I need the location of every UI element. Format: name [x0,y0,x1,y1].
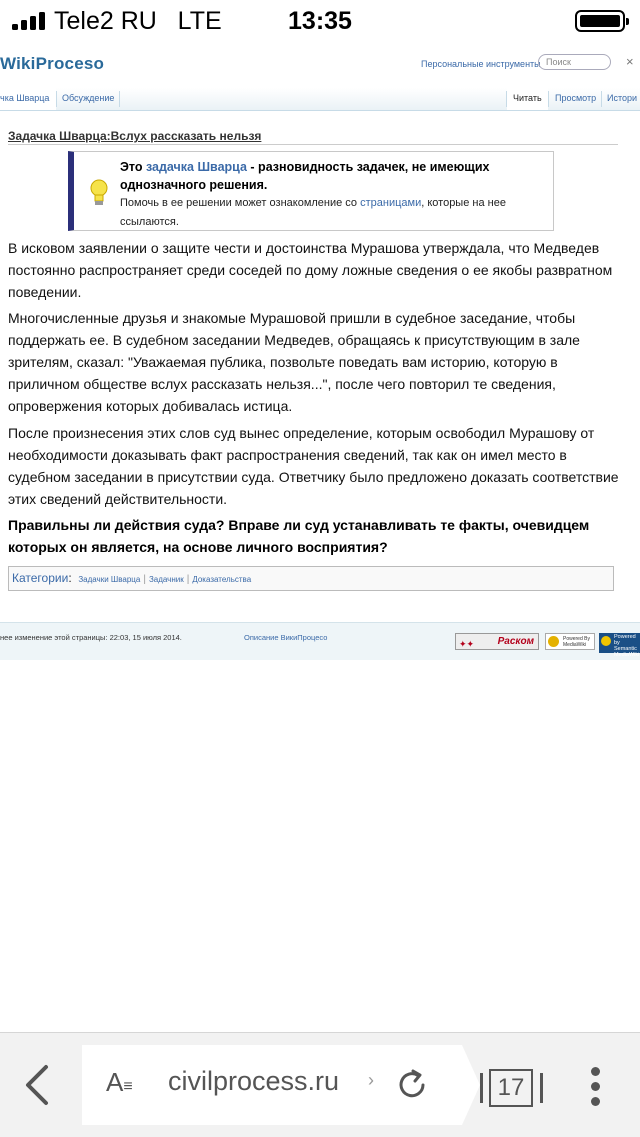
raskom-badge[interactable]: ✦✦ Раском [455,633,539,650]
category-link[interactable]: Задачник [148,575,184,584]
question-text: Правильны ли действия суда? Вправе ли суд устанавливать те факты, очевидцем которых он является, на основе личного восприятия? [8,517,590,555]
paragraph-2: Многочисленные друзья и знакомые Мурашовой пришли в судебное заседание, чтобы поддержать ее. В судебном заседании Медведев, обращаясь к присутствующим в зале зрителям, сказал: "Уважаемая публика, позвольте поведать вам историю, которую в приличном обществе вслух рассказать нельзя...", после чего повторил те сведения, опровержения которых добивалась истица. [8,310,580,414]
tab-view-source[interactable]: Просмотр [555,93,597,103]
tab-page[interactable]: чка Шварца [0,93,50,103]
reload-icon[interactable] [394,1067,430,1103]
notice-text: Помочь в ее решении может ознакомление со страницами, которые на нее ссылаются. [120,197,506,228]
site-logo[interactable]: WikiProceso [0,54,105,73]
notice-box [68,151,554,231]
reader-mode-icon[interactable]: A≡ [106,1067,133,1097]
page-footer [0,622,640,660]
network-type: LTE [177,7,222,35]
raskom-logo-icon: ✦✦ [459,639,475,649]
page-title-text: Задачка Шварца:Вслух рассказать нельзя [8,129,262,143]
paragraph-3: После произнесения этих слов суд вынес определение, которым освободил Мурашову от необходимости доказывать факт распространения сведений, так как он имел место в судебном заседании в присутствии суда. Ответчику было предложено доказать соответствие этих сведений действительности. [8,425,619,507]
search-clear-icon[interactable]: × [626,54,634,69]
tab-read[interactable]: Читать [513,93,542,103]
mediawiki-badge[interactable]: Powered By MediaWiki [545,633,595,650]
browser-toolbar [0,1032,640,1137]
mediawiki-flower-icon [548,636,559,647]
category-link[interactable]: Доказательства [192,575,252,584]
about-link[interactable]: Описание ВикиПроцесо [244,633,328,642]
tab-history[interactable]: Истори [607,93,638,103]
url-text[interactable]: civilprocess.ru [168,1066,340,1096]
wiki-header [0,42,640,88]
address-bar[interactable] [82,1045,462,1125]
last-modified: нее изменение этой страницы: 22:03, 15 июля 2014. [0,633,182,642]
page-title [8,129,618,145]
carrier-name: Tele2 RU [54,7,157,35]
personal-tools-link[interactable]: Персональные инструменты [421,59,541,69]
tabs-counter-button[interactable] [480,1069,544,1109]
search-input[interactable]: Поиск [538,54,611,70]
page-tabs [0,88,640,111]
battery-icon [575,10,625,32]
lightbulb-icon [88,178,110,208]
tab-discussion[interactable]: Обсуждение [62,93,115,103]
more-menu-icon[interactable] [586,1065,606,1109]
status-bar [0,0,640,42]
paragraph-1: В исковом заявлении о защите чести и достоинства Мурашова утверждала, что Медведев постоянно распространяет среди соседей по дому ложные сведения о ее якобы развратном поведении. [8,240,613,300]
tab-count: 17 [489,1069,533,1107]
back-arrow-icon[interactable] [18,1063,58,1107]
notice-title: Это задачка Шварца - разновидность задачек, не имеющих однозначного решения. [120,160,490,192]
categories-label[interactable]: Категории [12,571,69,585]
category-link[interactable]: Задачки Шварца [78,575,141,584]
url-chevron-icon: › [368,1070,374,1090]
status-time: 13:35 [288,7,352,35]
semantic-gear-icon [601,636,611,646]
categories-box: Категории: Задачки Шварца | Задачник | Доказательства [8,566,614,591]
notice-link-schwartz[interactable]: задачка Шварца [145,160,247,174]
semantic-mediawiki-badge[interactable]: Powered by Semantic MediaWiki [599,633,640,653]
notice-link-pages[interactable]: страницами [360,197,422,209]
